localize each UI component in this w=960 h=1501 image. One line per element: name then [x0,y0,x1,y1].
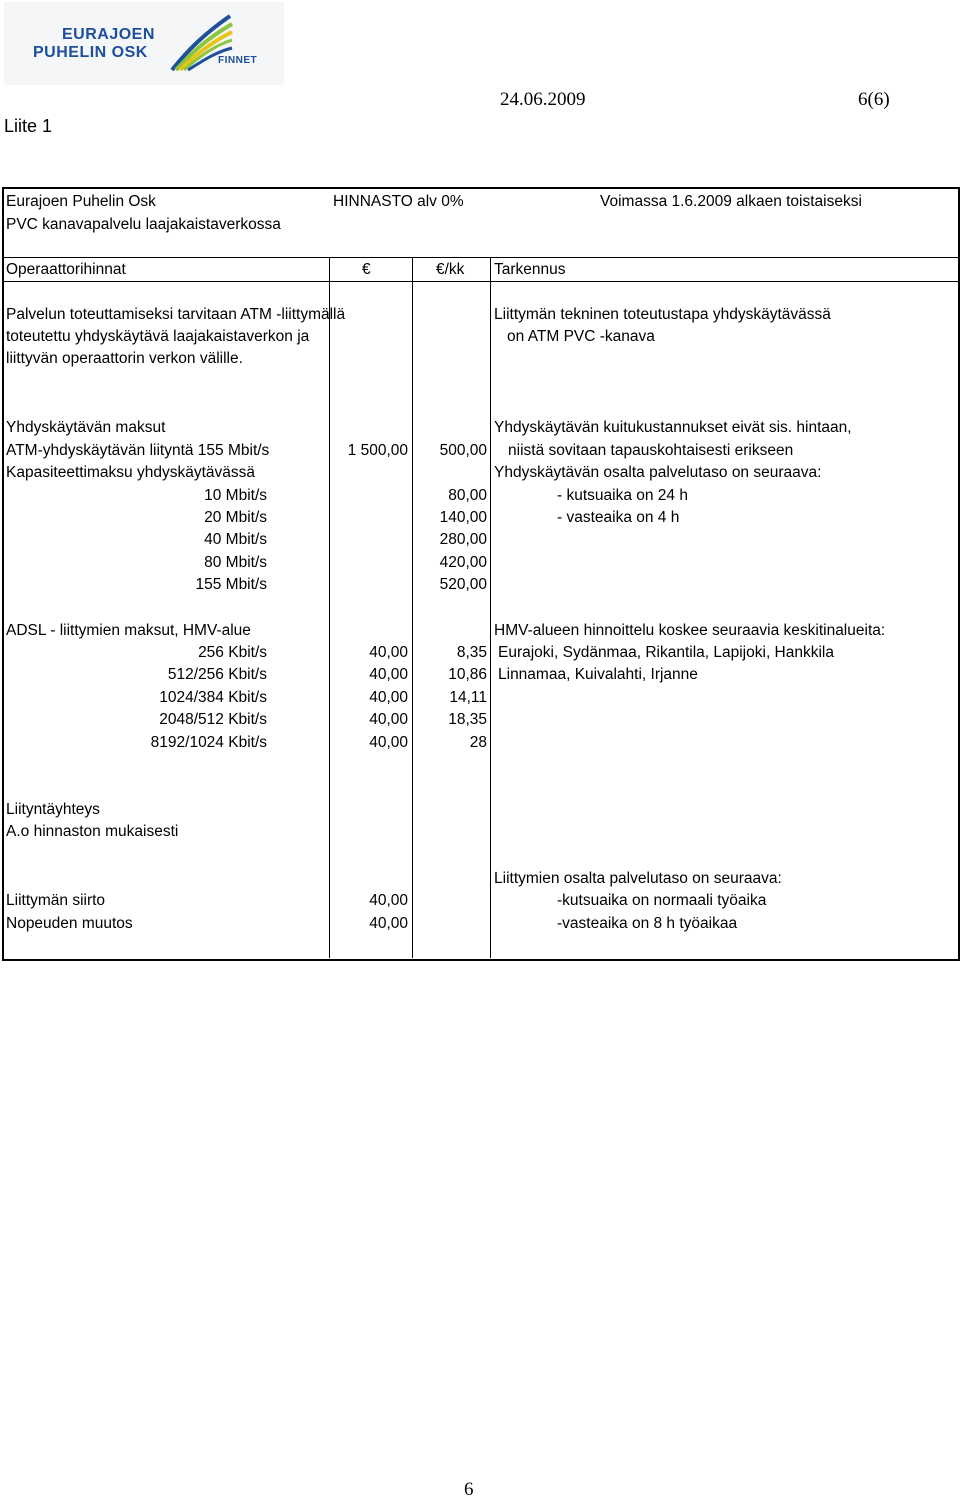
gateway-join-monthly: 500,00 [439,442,487,459]
column-divider [490,258,491,958]
adsl-speed: 1024/384 Kbit/s [159,689,267,706]
adsl-speed: 2048/512 Kbit/s [159,711,267,728]
validity-text: Voimassa 1.6.2009 alkaen toistaiseksi [600,193,862,210]
row-divider [2,281,958,282]
adsl-one-time: 40,00 [369,734,408,751]
page-indicator: 6(6) [858,89,890,110]
adsl-note: Eurajoki, Sydänmaa, Rikantila, Lapijoki, Hankkila [498,644,834,661]
intro-left-line: toteutettu yhdyskäytävä laajakaistaverkon ja [6,328,310,345]
adsl-one-time: 40,00 [369,711,408,728]
intro-left-line: liittyvän operaattorin verkon välille. [6,350,243,367]
fee-one-time: 40,00 [369,915,408,932]
fee-one-time: 40,00 [369,892,408,909]
logo-text-line1: EURAJOEN [62,26,155,43]
column-header-euro: € [362,261,371,278]
capacity-monthly: 520,00 [439,576,487,593]
adsl-monthly: 10,86 [448,666,487,683]
adsl-one-time: 40,00 [369,666,408,683]
gateway-note: Yhdyskäytävän osalta palvelutaso on seuraava: [494,464,822,481]
column-divider [329,258,330,958]
pricelist-title: HINNASTO alv 0% [333,193,464,210]
capacity-monthly: 80,00 [448,487,487,504]
capacity-monthly: 420,00 [439,554,487,571]
attachment-label: Liite 1 [4,116,53,136]
gateway-note: Yhdyskäytävän kuitukustannukset eivät sis. hintaan, [494,419,852,436]
adsl-monthly: 8,35 [456,644,487,661]
capacity-speed: 20 Mbit/s [204,509,267,526]
adsl-note: Linnamaa, Kuivalahti, Irjanne [498,666,698,683]
adsl-note: HMV-alueen hinnoittelu koskee seuraavia keskitinalueita: [494,622,886,639]
company-name: Eurajoen Puhelin Osk [6,193,156,210]
row-divider [2,257,958,258]
intro-right-line: on ATM PVC -kanava [507,328,655,345]
gateway-join-one-time: 1 500,00 [347,442,408,459]
intro-left-line: Palvelun toteuttamiseksi tarvitaan ATM -liittymällä [6,306,346,323]
adsl-speed: 512/256 Kbit/s [167,666,267,683]
adsl-one-time: 40,00 [369,644,408,661]
connection-note: A.o hinnaston mukaisesti [6,823,179,840]
logo-finnet-text: FINNET [218,55,258,66]
adsl-monthly: 14,11 [449,689,487,706]
service-level-note: -vasteaika on 8 h työaikaa [557,915,738,932]
fee-label: Nopeuden muutos [6,915,133,932]
column-header-euro-per-month: €/kk [436,261,465,278]
adsl-speed: 256 Kbit/s [198,644,267,661]
capacity-monthly: 280,00 [439,531,487,548]
column-header-operator-prices: Operaattorihinnat [6,261,126,278]
gateway-note: - vasteaika on 4 h [557,509,680,526]
adsl-monthly: 28 [469,734,487,751]
connection-heading: Liityntäyhteys [6,801,100,818]
service-level-note: -kutsuaika on normaali työaika [557,892,767,909]
capacity-speed: 10 Mbit/s [204,487,267,504]
footer-page-number: 6 [464,1479,474,1500]
gateway-note: niistä sovitaan tapauskohtaisesti erikseen [508,442,794,459]
capacity-speed: 80 Mbit/s [204,554,267,571]
pricelist-table [2,187,960,961]
intro-right-line: Liittymän tekninen toteutustapa yhdyskäytävässä [494,306,831,323]
capacity-label: Kapasiteettimaksu yhdyskäytävässä [6,464,255,481]
gateway-heading: Yhdyskäytävän maksut [6,419,166,436]
fee-label: Liittymän siirto [6,892,106,909]
column-divider [412,258,413,958]
service-name: PVC kanavapalvelu laajakaistaverkossa [6,216,281,233]
adsl-one-time: 40,00 [369,689,408,706]
company-logo [4,2,284,85]
service-level-heading: Liittymien osalta palvelutaso on seuraava: [494,870,782,887]
capacity-speed: 40 Mbit/s [204,531,267,548]
capacity-speed: 155 Mbit/s [195,576,267,593]
logo-text-line2: PUHELIN OSK [33,44,148,61]
adsl-speed: 8192/1024 Kbit/s [150,734,267,751]
gateway-note: - kutsuaika on 24 h [557,487,688,504]
gateway-join-label: ATM-yhdyskäytävän liityntä 155 Mbit/s [6,442,270,459]
column-header-clarification: Tarkennus [494,261,566,278]
document-date: 24.06.2009 [500,89,586,110]
adsl-monthly: 18,35 [448,711,487,728]
adsl-heading: ADSL - liittymien maksut, HMV-alue [6,622,251,639]
capacity-monthly: 140,00 [439,509,487,526]
